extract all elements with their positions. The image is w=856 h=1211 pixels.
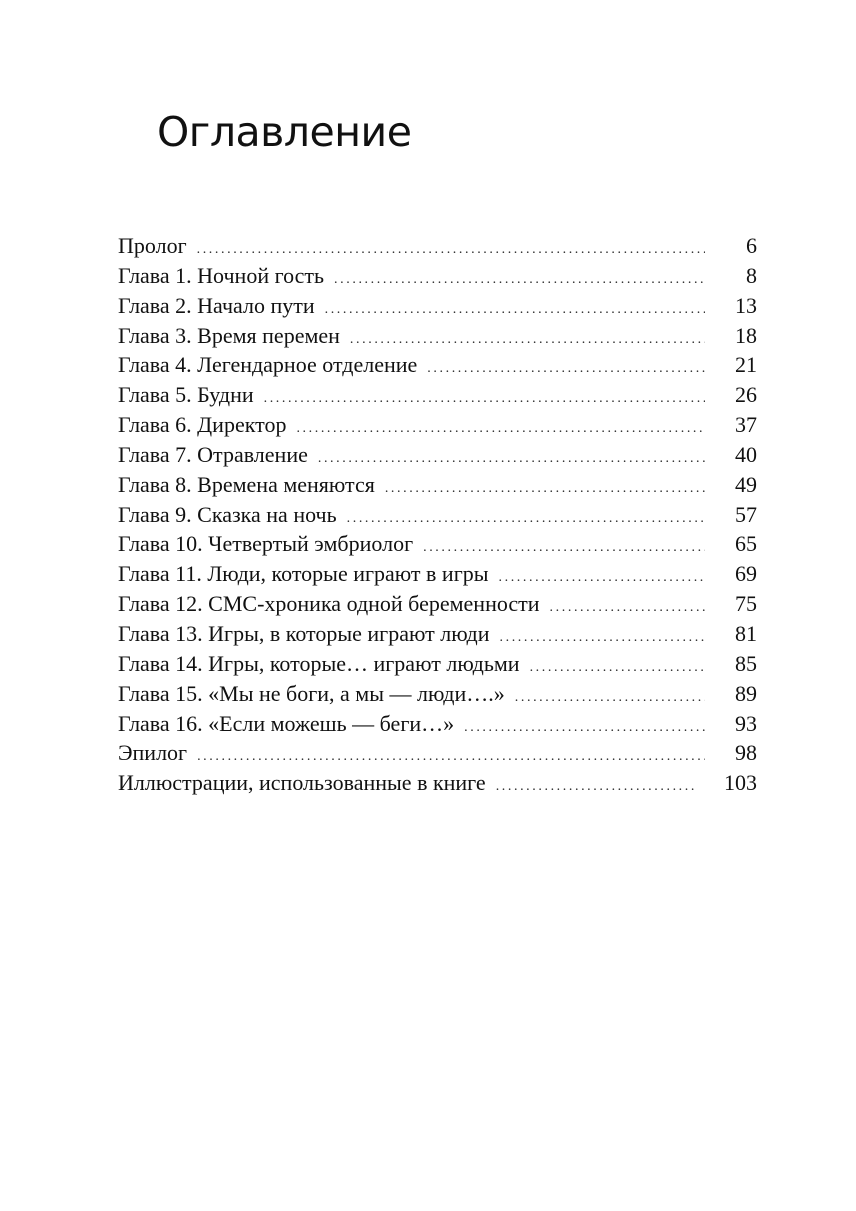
toc-entry: [118, 768, 757, 798]
toc-entry-page-number: 93: [735, 710, 757, 736]
dot-leader: [385, 474, 705, 504]
dot-leader: [496, 772, 696, 802]
toc-entry-page-number: 65: [735, 531, 757, 557]
toc-entry-page-number: 18: [735, 322, 757, 348]
toc-entry: [118, 470, 757, 500]
toc-entry-label: Глава 15. «Мы не боги, а мы — люди….»: [118, 680, 505, 706]
toc-entry: [118, 529, 757, 559]
toc-entry-page-number: 85: [735, 650, 757, 676]
toc-entry-page-number: 26: [735, 382, 757, 408]
toc-entry: [118, 679, 757, 709]
toc-entry-label: Глава 10. Четвертый эмбриолог: [118, 531, 414, 557]
toc-entry-page-number: 103: [724, 770, 757, 796]
dot-leader: [464, 713, 705, 743]
dot-leader: [334, 265, 705, 295]
toc-entry: [118, 559, 757, 589]
toc-entry-label: Глава 9. Сказка на ночь: [118, 501, 337, 527]
toc-entry: [118, 350, 757, 380]
toc-entry-page-number: 75: [735, 591, 757, 617]
toc-entry: [118, 410, 757, 440]
toc-entry-page-number: 40: [735, 441, 757, 467]
toc-entry-page-number: 6: [746, 233, 757, 258]
toc-entry-page-number: 21: [735, 352, 757, 378]
toc-entry: [118, 380, 757, 410]
toc-entry-label: Глава 14. Игры, которые… играют людьми: [118, 650, 520, 676]
toc-entry: [118, 738, 757, 768]
toc-entry-label: Глава 1. Ночной гость: [118, 262, 325, 288]
toc-entry: [118, 440, 757, 470]
toc-entry-label: Иллюстрации, использованные в книге: [118, 770, 486, 796]
toc-entry-page-number: 69: [735, 561, 757, 587]
toc-entry-page-number: 81: [735, 620, 757, 646]
toc-entry-label: Глава 12. СМС-хроника одной беременности: [118, 591, 540, 617]
toc-entry: [118, 261, 757, 291]
toc-entry: [118, 589, 757, 619]
dot-leader: [325, 295, 705, 325]
toc-entry: [118, 500, 757, 530]
toc-entry-page-number: 57: [735, 501, 757, 527]
toc-entry: [118, 649, 757, 679]
page-title: Оглавление: [157, 108, 412, 156]
dot-leader: [296, 414, 705, 444]
dot-leader: [515, 683, 705, 713]
toc-entry-label: Глава 6. Директор: [118, 412, 287, 438]
dot-leader: [264, 384, 705, 414]
toc-entry-page-number: 49: [735, 471, 757, 497]
toc-entry-page-number: 37: [735, 412, 757, 438]
toc-entry: [118, 321, 757, 351]
table-of-contents: [118, 231, 757, 798]
toc-entry-page-number: 98: [735, 740, 757, 766]
toc-entry-label: Глава 2. Начало пути: [118, 292, 315, 318]
toc-entry-label: Глава 5. Будни: [118, 382, 254, 408]
toc-entry: [118, 231, 757, 261]
toc-entry-label: Глава 7. Отравление: [118, 441, 308, 467]
toc-entry: [118, 709, 757, 739]
toc-entry-label: Пролог: [118, 233, 187, 258]
dot-leader: [500, 623, 706, 653]
toc-entry-page-number: 8: [746, 262, 757, 288]
toc-entry-label: Эпилог: [118, 740, 188, 766]
dot-leader: [427, 354, 705, 384]
toc-entry-label: Глава 11. Люди, которые играют в игры: [118, 561, 489, 587]
toc-entry-label: Глава 13. Игры, в которые играют люди: [118, 620, 490, 646]
toc-entry-page-number: 89: [735, 680, 757, 706]
toc-entry: [118, 291, 757, 321]
dot-leader: [530, 653, 705, 683]
toc-entry-label: Глава 3. Время перемен: [118, 322, 340, 348]
toc-entry-label: Глава 4. Легендарное отделение: [118, 352, 418, 378]
dot-leader: [550, 593, 705, 623]
toc-entry-label: Глава 8. Времена меняются: [118, 471, 375, 497]
toc-entry-label: Глава 16. «Если можешь — беги…»: [118, 710, 455, 736]
toc-entry: [118, 619, 757, 649]
toc-entry-page-number: 13: [735, 292, 757, 318]
